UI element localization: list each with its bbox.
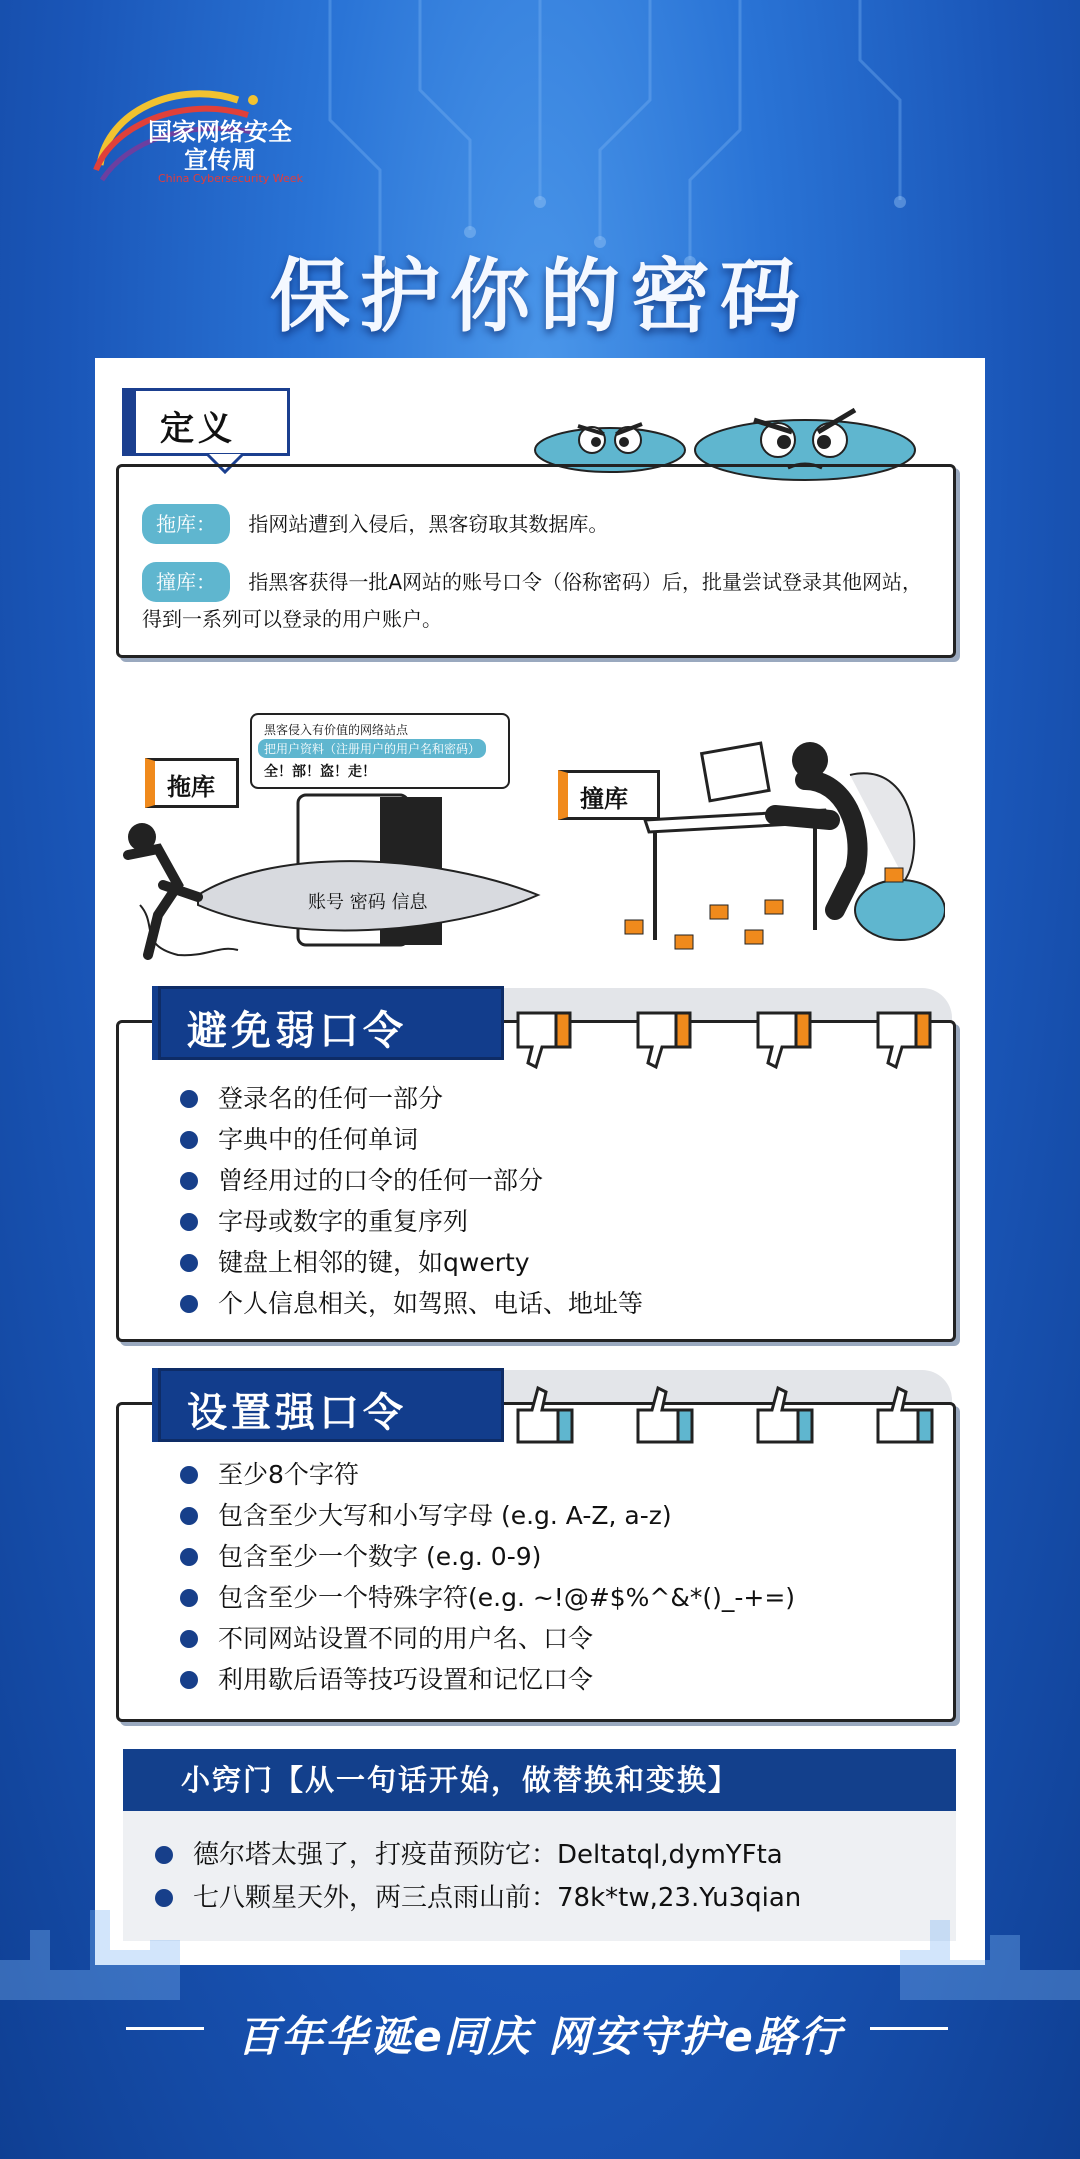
- term-pill: 拖库：: [142, 504, 230, 544]
- thumbs-down-icons: [512, 1005, 952, 1075]
- bubble-line-1: 黑客侵入有价值的网络站点: [264, 723, 409, 737]
- logo-text: [140, 118, 300, 174]
- hacker-dragging-sack-illustration: [118, 785, 548, 965]
- hacker-at-computer-illustration: [615, 740, 945, 955]
- bubble-line-2: 把用户资料（注册用户的用户名和密码）: [258, 739, 486, 758]
- list-item: 字典中的任何单词: [180, 1119, 643, 1160]
- definition-item-1: [142, 504, 932, 544]
- thumbs-up-icon: [518, 1388, 572, 1442]
- city-skyline: [0, 1890, 1080, 2000]
- list-item: 字母或数字的重复序列: [180, 1201, 643, 1242]
- list-item: 至少8个字符: [180, 1454, 795, 1495]
- list-item: 不同网站设置不同的用户名、口令: [180, 1618, 795, 1659]
- list-item: 登录名的任何一部分: [180, 1078, 643, 1119]
- list-item: 曾经用过的口令的任何一部分: [180, 1160, 643, 1201]
- page-title: 保护你的密码: [270, 250, 810, 343]
- list-item: 德尔塔太强了，打疫苗预防它：Deltatql,dymYFta: [155, 1834, 801, 1877]
- definition-tag: [122, 388, 290, 456]
- sack-label: 账号 密码 信息: [308, 892, 428, 913]
- slogan-rule-right: [870, 2027, 948, 2030]
- thumbs-up-icons: [512, 1380, 952, 1450]
- strong-password-list: [180, 1454, 795, 1700]
- logo-line-2: 宣传周: [184, 146, 256, 174]
- list-item: 利用歇后语等技巧设置和记忆口令: [180, 1659, 795, 1700]
- drag-database-badge: 拖库: [145, 758, 239, 808]
- credential-stuffing-badge: 撞库: [558, 770, 660, 820]
- tip-title: 小窍门【从一句话开始，做替换和变换】: [123, 1749, 956, 1811]
- logo-english: China Cybersecurity Week: [158, 172, 303, 185]
- list-item: 键盘上相邻的键，如qwerty: [180, 1242, 643, 1283]
- definition-tag-label: 定义: [160, 409, 236, 449]
- logo-line-1: 国家网络安全: [148, 118, 292, 146]
- weak-password-title: 避免弱口令: [158, 986, 504, 1060]
- hacker-speech-bubble: [250, 713, 510, 789]
- slogan: 百年华诞e同庆 网安守护e路行: [237, 2012, 843, 2061]
- definition-text: 指网站遭到入侵后，黑客窃取其数据库。: [248, 512, 609, 536]
- list-item: 包含至少一个特殊字符(e.g. ~!@#$%^&*()_-+=): [180, 1577, 795, 1618]
- strong-password-title: 设置强口令: [158, 1368, 504, 1442]
- bubble-line-3: 全！部！盗！走！: [264, 764, 376, 780]
- thumbs-down-icon: [518, 1013, 570, 1067]
- definition-item-2: [142, 562, 932, 636]
- list-item: 包含至少一个数字 (e.g. 0-9): [180, 1536, 795, 1577]
- definition-text: 指黑客获得一批A网站的账号口令（俗称密码）后，批量尝试登录其他网站，得到一系列可以登录的用户账户。: [142, 570, 923, 631]
- list-item: 个人信息相关，如驾照、电话、地址等: [180, 1283, 643, 1324]
- list-item: 包含至少大写和小写字母 (e.g. A-Z, a-z): [180, 1495, 795, 1536]
- term-pill: 撞库：: [142, 562, 230, 602]
- list-item: 七八颗星天外，两三点雨山前：78k*tw,23.Yu3qian: [155, 1877, 801, 1920]
- weak-password-list: [180, 1078, 643, 1324]
